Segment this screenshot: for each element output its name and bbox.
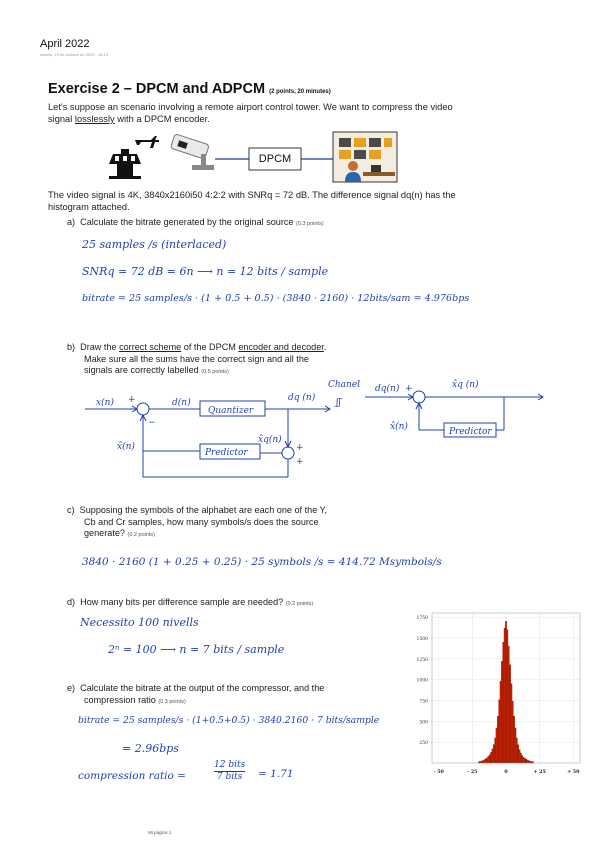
- histogram-bar: [513, 716, 514, 763]
- sketch-d-n: d(n): [172, 398, 191, 408]
- histogram-bar: [497, 716, 498, 763]
- sketch-quantizer: Quantizer: [208, 406, 254, 416]
- signal-desc-line-1: The video signal is 4K, 3840x2160i50 4:2:2 with SNRq = 72 dB. The difference signal dq(n) has the: [48, 190, 456, 200]
- qb-correct-scheme: correct scheme: [119, 342, 182, 352]
- qd-answer-line-1: Necessito 100 nivells: [80, 616, 199, 629]
- question-e: [67, 683, 324, 708]
- exercise-title-text: Exercise 2 – DPCM and ADPCM: [48, 81, 266, 97]
- sketch-x-hat-dec: x̂(n): [390, 422, 408, 432]
- histogram-bar: [496, 728, 497, 763]
- sketch-channel-squiggle: ʃʃ: [336, 398, 341, 408]
- histogram-bar: [500, 681, 501, 763]
- histogram-bar: [492, 749, 493, 763]
- signal-desc-line-2: histogram attached.: [48, 202, 130, 212]
- sketch-plus-2: +: [296, 443, 304, 453]
- question-c: [67, 505, 327, 542]
- sketch-minus-1: −: [148, 418, 156, 428]
- histogram-bar: [489, 755, 490, 763]
- histogram-bar: [524, 758, 525, 763]
- qa-label: a): [67, 217, 76, 227]
- qc-points: (0.2 points): [127, 532, 156, 538]
- qa-answer-line-2: SNRq = 72 dB = 6n ⟶ n = 12 bits / sample: [82, 265, 329, 278]
- histogram-bar: [507, 630, 508, 763]
- qb-label: b): [67, 342, 76, 352]
- histogram-bar: [481, 761, 482, 763]
- histogram-bar: [528, 761, 529, 763]
- exercise-points: (2 points, 20 minutes): [269, 89, 331, 95]
- qe-points: (0.3 points): [158, 698, 186, 705]
- y-tick-label: 1000: [416, 678, 428, 684]
- qd-answer-line-2: 2ⁿ = 100 ⟶ n = 7 bits / sample: [108, 643, 285, 656]
- sketch-x-hat-enc: x̂(n): [117, 442, 135, 452]
- x-tick-label: - 25: [467, 769, 478, 775]
- intro-text-end: with a DPCM encoder.: [114, 114, 210, 124]
- qa-text: Calculate the bitrate generated by the original source: [80, 217, 294, 227]
- qe-answer-line-3: compression ratio =: [78, 770, 186, 782]
- qd-text: How many bits per difference sample are needed?: [80, 597, 284, 607]
- histogram-bar: [521, 756, 522, 764]
- page-footer: Mi pàgina 1: [148, 830, 172, 835]
- dpcm-label: DPCM: [258, 153, 292, 165]
- signal-description: [48, 189, 456, 213]
- histogram-bar: [499, 700, 500, 763]
- qa-points: (0.3 points): [296, 221, 324, 227]
- qb-text-e: .: [323, 342, 327, 352]
- y-tick-label: 250: [419, 741, 428, 747]
- qc-line-1: Supposing the symbols of the alphabet are each one of the Y,: [79, 505, 328, 515]
- question-a: [67, 217, 324, 231]
- histogram-bar: [517, 745, 518, 763]
- x-tick-label: + 25: [533, 769, 546, 775]
- qb-encoder-decoder: encoder and decoder: [238, 342, 324, 352]
- y-tick-label: 1750: [416, 616, 428, 622]
- histogram-bar: [508, 646, 509, 763]
- histogram-bar: [501, 661, 502, 763]
- qd-label: d): [67, 597, 76, 607]
- histogram-bar: [482, 761, 483, 764]
- y-tick-label: 1250: [416, 657, 428, 663]
- histogram-bar: [505, 621, 506, 763]
- qb-line-3-text: signals are correctly labelled: [84, 365, 199, 375]
- histogram-bar: [511, 684, 512, 763]
- qc-line-2: Cb and Cr samples, how many symbols/s does the source: [84, 516, 319, 527]
- x-tick-label: 0: [504, 769, 508, 775]
- security-camera-icon: [170, 134, 214, 170]
- airport-tower-icon: [109, 149, 141, 179]
- histogram-bar: [515, 728, 516, 763]
- notebook-page-title: April 2022: [40, 38, 90, 50]
- histogram-bar: [491, 752, 492, 763]
- sketch-plus-1: +: [128, 395, 136, 405]
- intro-line-2: [48, 113, 453, 125]
- x-tick-label: + 50: [567, 769, 580, 775]
- qa-answer-line-1: 25 samples /s (interlaced): [82, 238, 227, 251]
- qe-answer-ratio: = 1.71: [258, 768, 294, 780]
- qe-fraction-denominator: 7 bits: [216, 772, 243, 782]
- histogram-bar: [493, 745, 494, 763]
- sketch-dq-enc: dq (n): [288, 393, 316, 403]
- y-tick-label: 750: [419, 699, 428, 705]
- sketch-dq-dec: dq(n): [375, 384, 400, 394]
- histogram-bar: [516, 738, 517, 763]
- histogram-bar: [512, 701, 513, 763]
- histogram-bar: [495, 738, 496, 763]
- qb-text-a: Draw the: [80, 342, 120, 352]
- histogram-bar: [520, 753, 521, 763]
- scenario-diagram: [95, 130, 435, 190]
- histogram-bars: [478, 621, 533, 763]
- airplane-icon: [135, 136, 159, 148]
- qe-answer-line-2: = 2.96bps: [122, 742, 179, 755]
- qc-label: c): [67, 505, 75, 515]
- control-room-operator-icon: [333, 132, 397, 182]
- qc-line-3-text: generate?: [84, 528, 125, 538]
- qa-answer-line-3: bitrate = 25 samples/s · (1 + 0.5 + 0.5) · (3840 · 2160) · 12bits/sam = 4.976bps: [82, 293, 470, 304]
- sketch-predictor-enc: Predictor: [205, 448, 248, 458]
- qb-line-2: Make sure all the sums have the correct sign and all the: [84, 353, 309, 364]
- histogram-bar: [526, 759, 527, 763]
- sketch-predictor-dec: Predictor: [449, 427, 492, 437]
- sketch-channel: Chanel: [328, 380, 361, 390]
- histogram-bar: [488, 756, 489, 763]
- qe-answer-line-1: bitrate = 25 samples/s · (1+0.5+0.5) · 3840.2160 · 7 bits/sample: [78, 715, 380, 726]
- histogram-bar: [509, 665, 510, 763]
- qe-line-2: [67, 695, 324, 709]
- question-d: [67, 597, 313, 611]
- difference-histogram: [398, 605, 588, 780]
- page-date-meta: martes, 19 de octubre de 2023 · 16:10: [40, 52, 109, 57]
- histogram-bar: [484, 760, 485, 763]
- sketch-xq-dec: x̂q (n): [452, 380, 479, 390]
- sketch-xq-enc: x̂q(n): [258, 435, 282, 445]
- histogram-bar: [527, 760, 528, 763]
- histogram-bar: [503, 642, 504, 763]
- intro-line-1: Let's suppose an scenario involving a remote airport control tower. We want to compress the video: [48, 102, 453, 112]
- y-tick-label: 1500: [416, 637, 428, 642]
- y-tick-label: 500: [419, 720, 428, 726]
- intro-paragraph: [48, 101, 453, 125]
- histogram-bar: [530, 761, 531, 763]
- dpcm-sketch: [0, 375, 600, 485]
- histogram-bar: [519, 750, 520, 763]
- histogram-bar: [486, 758, 487, 763]
- sketch-plus-4: +: [405, 384, 413, 394]
- intro-lossless: losslessly: [74, 114, 115, 124]
- histogram-bar: [523, 757, 524, 763]
- histogram-bar: [504, 628, 505, 763]
- qe-line-1: Calculate the bitrate at the output of the compressor, and the: [80, 683, 325, 693]
- question-b: [67, 342, 326, 379]
- qc-answer-line-1: 3840 · 2160 (1 + 0.25 + 0.25) · 25 symbols /s = 414.72 Msymbols/s: [82, 556, 442, 568]
- qd-points: (0.2 points): [285, 601, 314, 607]
- intro-text: signal: [48, 114, 75, 124]
- qc-line-3: [67, 528, 327, 542]
- qe-label: e): [67, 683, 76, 693]
- histogram-y-ticks: [417, 615, 429, 746]
- x-tick-label: - 50: [433, 769, 444, 775]
- qe-fraction: [214, 760, 245, 783]
- qb-text-c: of the DPCM: [181, 342, 239, 352]
- histogram-x-ticks: [434, 769, 581, 775]
- qe-line-2-text: compression ratio: [84, 694, 156, 705]
- histogram-bar: [485, 759, 486, 763]
- sketch-x-in: x(n): [96, 398, 114, 408]
- sketch-plus-3: +: [296, 457, 304, 467]
- qb-points: (0.5 points): [201, 369, 229, 375]
- exercise-title: [48, 81, 331, 97]
- qe-fraction-numerator: 12 bits: [214, 760, 246, 770]
